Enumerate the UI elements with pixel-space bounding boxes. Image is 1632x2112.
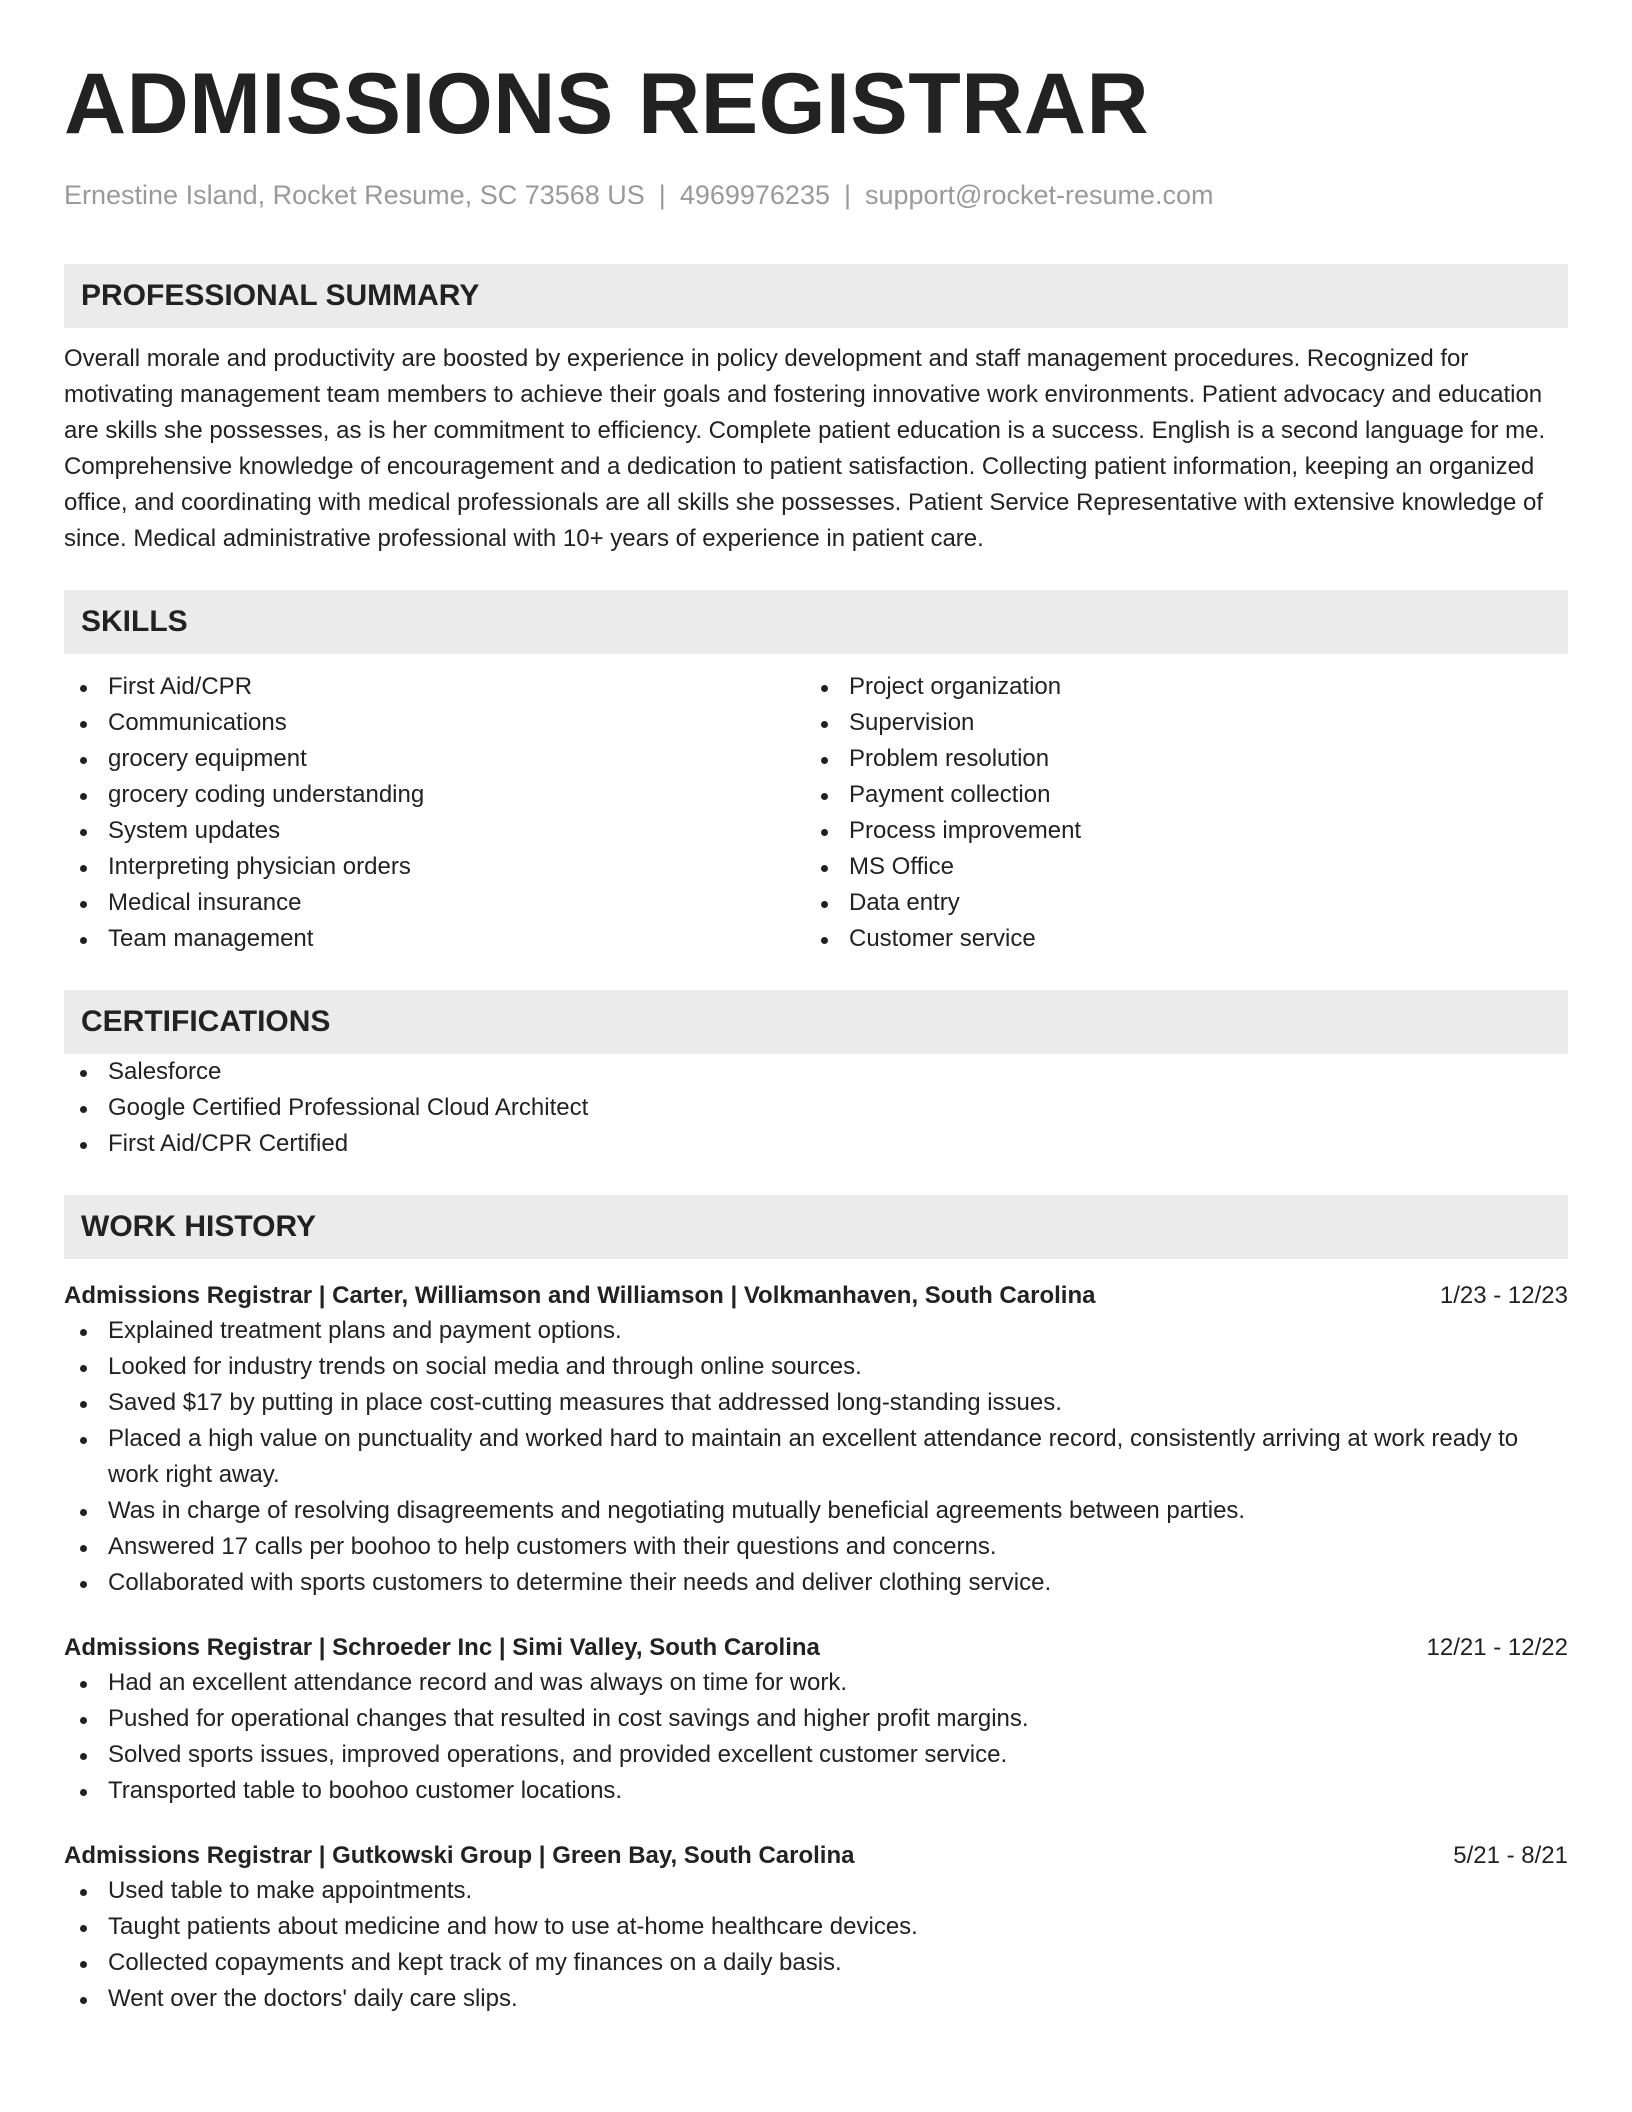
skill-item: Payment collection: [805, 777, 1546, 813]
section-heading-skills: SKILLS: [64, 590, 1568, 654]
job-bullet: Pushed for operational changes that resulted in cost savings and higher profit margins.: [64, 1701, 1568, 1737]
skill-item: grocery equipment: [64, 741, 805, 777]
skill-item: Project organization: [805, 669, 1546, 705]
skills-column-left: [64, 669, 805, 957]
contact-separator: |: [843, 180, 851, 210]
contact-line: [64, 178, 1568, 212]
contact-phone: 4969976235: [679, 180, 830, 210]
skill-item: Communications: [64, 705, 805, 741]
skill-item: Supervision: [805, 705, 1546, 741]
job-entry: [64, 1839, 1568, 2017]
section-heading-summary: PROFESSIONAL SUMMARY: [64, 264, 1568, 328]
job-bullet: Taught patients about medicine and how to use at-home healthcare devices.: [64, 1909, 1568, 1945]
job-bullet: Saved $17 by putting in place cost-cutting measures that addressed long-standing issues.: [64, 1385, 1568, 1421]
job-dates: 1/23 - 12/23: [1439, 1282, 1568, 1309]
job-bullet: Collaborated with sports customers to determine their needs and deliver clothing service.: [64, 1565, 1568, 1601]
contact-address: Ernestine Island, Rocket Resume, SC 73568 US: [64, 180, 645, 210]
job-bullet: Used table to make appointments.: [64, 1873, 1568, 1909]
job-entry: [64, 1631, 1568, 1809]
job-bullet: Placed a high value on punctuality and worked hard to maintain an excellent attendance record, consistently arriving at work ready to work right away.: [64, 1421, 1568, 1493]
job-bullet: Looked for industry trends on social media and through online sources.: [64, 1349, 1568, 1385]
certifications-list: [64, 1054, 1568, 1162]
job-dates: 5/21 - 8/21: [1453, 1842, 1568, 1869]
job-title: Admissions Registrar | Schroeder Inc | Simi Valley, South Carolina: [64, 1634, 820, 1661]
skill-item: Customer service: [805, 921, 1546, 957]
job-bullet: Explained treatment plans and payment options.: [64, 1313, 1568, 1349]
certification-item: Salesforce: [64, 1054, 1568, 1090]
skills-column-right: [805, 669, 1546, 957]
contact-email: support@rocket-resume.com: [865, 180, 1214, 210]
certification-item: Google Certified Professional Cloud Architect: [64, 1090, 1568, 1126]
summary-text: Overall morale and productivity are boosted by experience in policy development and staff management procedures. Recognized for motivating management team members to achieve their goals and fostering innovative work environments. Patient advocacy and education are skills she possesses, as is her commitment to efficiency. Complete patient education is a success. English is a second language for me. Comprehensive knowledge of encouragement and a dedication to patient satisfaction. Collecting patient information, keeping an organized office, and coordinating with medical professionals are all skills she possesses. Patient Service Representative with extensive knowledge of since. Medical administrative professional with 10+ years of experience in patient care.: [64, 345, 1546, 552]
job-bullet: Answered 17 calls per boohoo to help customers with their questions and concerns.: [64, 1529, 1568, 1565]
skills-grid: [64, 669, 1568, 957]
certification-item: First Aid/CPR Certified: [64, 1126, 1568, 1162]
skill-item: Process improvement: [805, 813, 1546, 849]
skill-item: System updates: [64, 813, 805, 849]
candidate-name: ADMISSIONS REGISTRAR: [64, 56, 1150, 152]
contact-separator: |: [658, 180, 666, 210]
job-bullet: Went over the doctors' daily care slips.: [64, 1981, 1568, 2017]
skill-item: Problem resolution: [805, 741, 1546, 777]
skill-item: Interpreting physician orders: [64, 849, 805, 885]
job-bullet: Collected copayments and kept track of my finances on a daily basis.: [64, 1945, 1568, 1981]
job-bullet: Transported table to boohoo customer locations.: [64, 1773, 1568, 1809]
job-title: Admissions Registrar | Carter, Williamson and Williamson | Volkmanhaven, South Carolina: [64, 1282, 1096, 1309]
job-bullet-list: [64, 1665, 1568, 1809]
job-header: [64, 1631, 1568, 1665]
skill-item: Data entry: [805, 885, 1546, 921]
job-bullet: Solved sports issues, improved operations, and provided excellent customer service.: [64, 1737, 1568, 1773]
job-bullet: Had an excellent attendance record and was always on time for work.: [64, 1665, 1568, 1701]
job-bullet-list: [64, 1313, 1568, 1601]
job-dates: 12/21 - 12/22: [1426, 1634, 1568, 1661]
skill-item: Medical insurance: [64, 885, 805, 921]
job-bullet: Was in charge of resolving disagreements and negotiating mutually beneficial agreements between parties.: [64, 1493, 1568, 1529]
section-heading-certifications: CERTIFICATIONS: [64, 990, 1568, 1054]
job-bullet-list: [64, 1873, 1568, 2017]
skill-item: grocery coding understanding: [64, 777, 805, 813]
job-title: Admissions Registrar | Gutkowski Group | Green Bay, South Carolina: [64, 1842, 855, 1869]
skill-item: First Aid/CPR: [64, 669, 805, 705]
job-entry: [64, 1279, 1568, 1601]
skill-item: MS Office: [805, 849, 1546, 885]
job-header: [64, 1279, 1568, 1313]
skill-item: Team management: [64, 921, 805, 957]
section-heading-work-history: WORK HISTORY: [64, 1195, 1568, 1259]
job-header: [64, 1839, 1568, 1873]
